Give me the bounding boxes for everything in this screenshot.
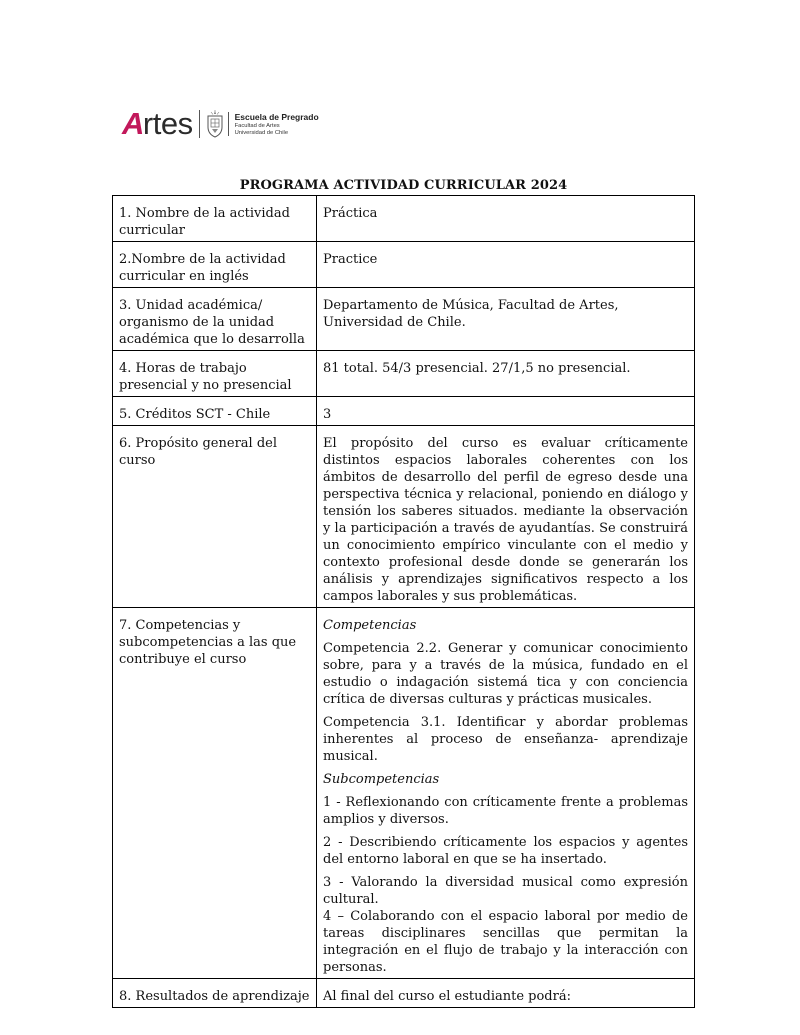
- logo-divider: [199, 110, 200, 138]
- competency-item: Competencia 2.2. Generar y comunicar conocimiento sobre, para y a través de la música, fundado en el estudio o indagación sistemá tica y con conciencia crítica de diversas culturas y prácticas musicales.: [323, 641, 688, 707]
- row-label: 6. Propósito general del curso: [113, 426, 317, 608]
- table-row: [113, 196, 695, 242]
- university-seal-icon: [205, 110, 225, 138]
- competencias-heading: Competencias: [323, 618, 417, 633]
- row-label: 4. Horas de trabajo presencial y no presencial: [113, 351, 317, 397]
- subcompetencias-heading: Subcompetencias: [323, 772, 440, 787]
- row-label: 8. Resultados de aprendizaje: [113, 979, 317, 1008]
- table-row: [113, 288, 695, 351]
- logo-separator: [228, 112, 229, 136]
- table-row: [113, 608, 695, 979]
- school-line-1: Escuela de Pregrado: [234, 112, 319, 122]
- subcompetency-item: 4 – Colaborando con el espacio laboral por medio de tareas disciplinares sencillas que permitan la integración en el flujo de trabajo y la interacción con personas.: [323, 909, 688, 975]
- table-row: [113, 979, 695, 1008]
- artes-wordmark: [122, 106, 193, 142]
- row-value: Al final del curso el estudiante podrá:: [317, 979, 695, 1008]
- competencies-cell: [317, 608, 695, 979]
- school-line-2: Facultad de Artes: [234, 123, 280, 129]
- row-label: 5. Créditos SCT - Chile: [113, 397, 317, 426]
- table-row: [113, 242, 695, 288]
- row-label: 7. Competencias y subcompetencias a las que contribuye el curso: [113, 608, 317, 979]
- school-line-3: Universidad de Chile: [234, 129, 289, 136]
- row-value: El propósito del curso es evaluar críticamente distintos espacios laborales coherentes con los ámbitos de desarrollo del perfil de egreso desde una perspectiva técnica y relacional, poniendo en diálogo y tensión los saberes situados. mediante la observación y la participación a través de ayudantías. Se construirá un conocimiento empírico vinculante con el medio y contexto profesional desde donde se generarán los análisis y aprendizajes significativos respecto a los campos laborales y sus problemáticas.: [317, 426, 695, 608]
- row-label: 2.Nombre de la actividad curricular en inglés: [113, 242, 317, 288]
- faculty-logo: [122, 104, 319, 144]
- row-label: 3. Unidad académica/ organismo de la unidad académica que lo desarrolla: [113, 288, 317, 351]
- curriculum-table: [112, 195, 695, 1008]
- table-row: [113, 351, 695, 397]
- table-row: [113, 426, 695, 608]
- competency-item: Competencia 3.1. Identificar y abordar problemas inherentes al proceso de enseñanza- aprendizaje musical.: [323, 715, 688, 764]
- row-value: Departamento de Música, Facultad de Artes, Universidad de Chile.: [317, 288, 695, 351]
- subcompetency-item: 1 - Reflexionando con críticamente frente a problemas amplios y diversos.: [323, 795, 688, 827]
- school-name-block: [235, 112, 319, 136]
- row-value: Práctica: [317, 196, 695, 242]
- subcompetency-item: 2 - Describiendo críticamente los espacios y agentes del entorno laboral en que se ha insertado.: [323, 835, 688, 867]
- subcompetency-item: 3 - Valorando la diversidad musical como expresión cultural.: [323, 875, 688, 907]
- table-row: [113, 397, 695, 426]
- artes-logo-text: Artes: [122, 106, 193, 141]
- row-label: 1. Nombre de la actividad curricular: [113, 196, 317, 242]
- row-value: 81 total. 54/3 presencial. 27/1,5 no presencial.: [317, 351, 695, 397]
- row-value: Practice: [317, 242, 695, 288]
- row-value: 3: [317, 397, 695, 426]
- document-title: PROGRAMA ACTIVIDAD CURRICULAR 2024: [239, 178, 568, 193]
